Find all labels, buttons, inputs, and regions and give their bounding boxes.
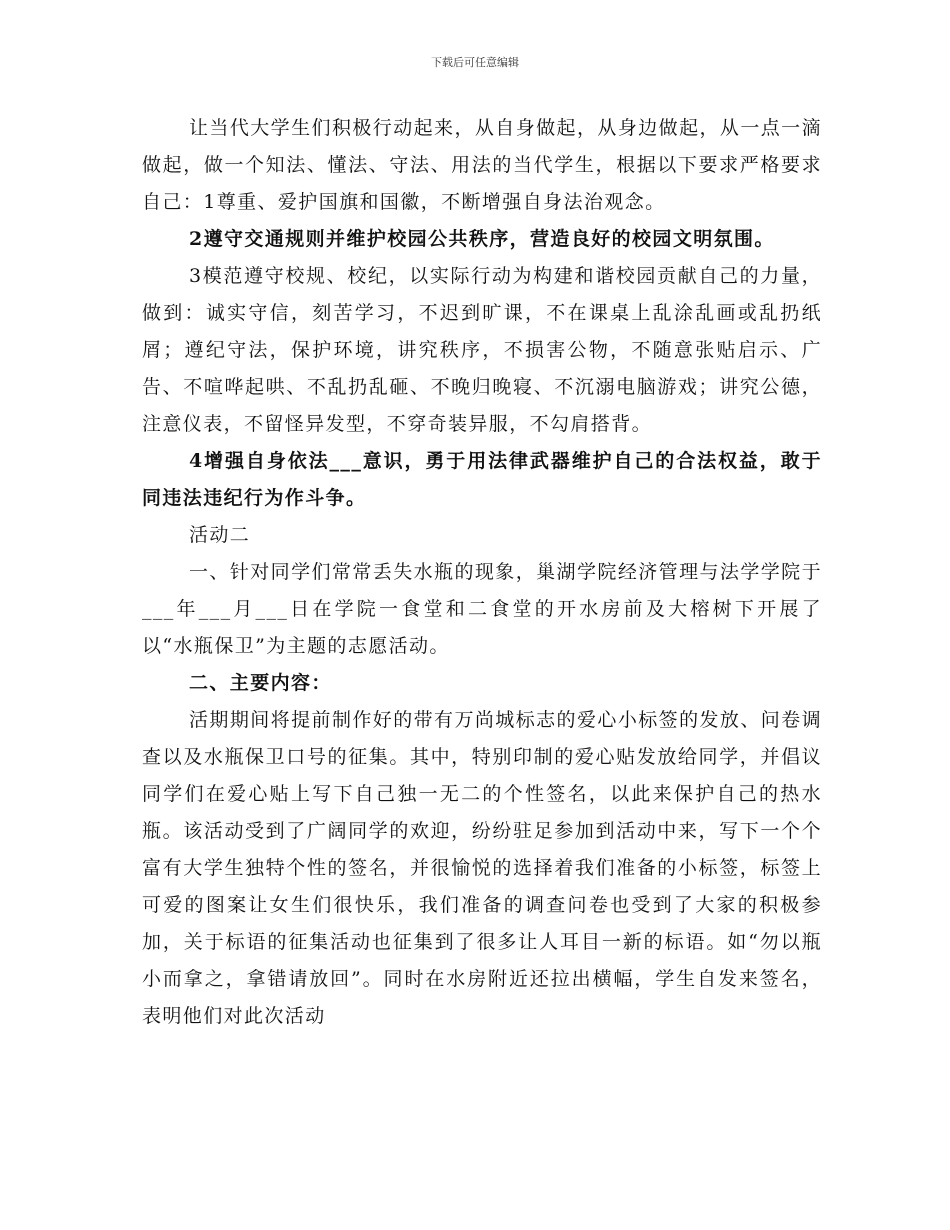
paragraph-item-4: 4增强自身依法___意识，勇于用法律武器维护自己的合法权益，敢于同违法违纪行为作斗争。 [142,450,822,509]
paragraph-intro: 让当代大学生们积极行动起来，从自身做起，从身边做起，从一点一滴做起，做一个知法、懂法、守法、用法的当代学生，根据以下要求严格要求自己：1尊重、爱护国旗和国徽，不断增强自身法治观念。 [142,117,822,213]
section-heading-activity-2: 活动二 [189,524,251,546]
paragraph-item-3: 3模范遵守校规、校纪，以实际行动为构建和谐校园贡献自己的力量，做到：诚实守信，刻苦学习，不迟到旷课，不在课桌上乱涂乱画或乱扔纸屑；遵纪守法，保护环境，讲究秩序，不损害公物，不随意张贴启示、广告、不喧哗起哄、不乱扔乱砸、不晚归晚寝、不沉溺电脑游戏；讲究公德，注意仪表，不留怪异发型，不穿奇装异服，不勾肩搭背。 [142,265,822,435]
page-header: 下载后可任意编辑 [431,56,519,69]
paragraph-item-2: 2遵守交通规则并维护校园公共秩序，营造良好的校园文明氛围。 [189,228,775,250]
paragraph-activity-background: 一、针对同学们常常丢失水瓶的现象，巢湖学院经济管理与法学学院于___年___月___日在学院一食堂和二食堂的开水房前及大榕树下开展了以“水瓶保卫”为主题的志愿活动。 [142,561,822,657]
document-body [142,110,822,1035]
section-heading-main-content: 二、主要内容： [189,672,332,694]
paragraph-main-content: 活期期间将提前制作好的带有万尚城标志的爱心小标签的发放、问卷调查以及水瓶保卫口号的征集。其中，特别印制的爱心贴发放给同学，并倡议同学们在爱心贴上写下自己独一无二的个性签名，以此来保护自己的热水瓶。该活动受到了广阔同学的欢迎，纷纷驻足参加到活动中来，写下一个个富有大学生独特个性的签名，并很愉悦的选择着我们准备的小标签，标签上可爱的图案让女生们很快乐，我们准备的调查问卷也受到了大家的积极参加，关于标语的征集活动也征集到了很多让人耳目一新的标语。如“勿以瓶小而拿之，拿错请放回”。同时在水房附近还拉出横幅，学生自发来签名，表明他们对此次活动 [142,709,822,1027]
